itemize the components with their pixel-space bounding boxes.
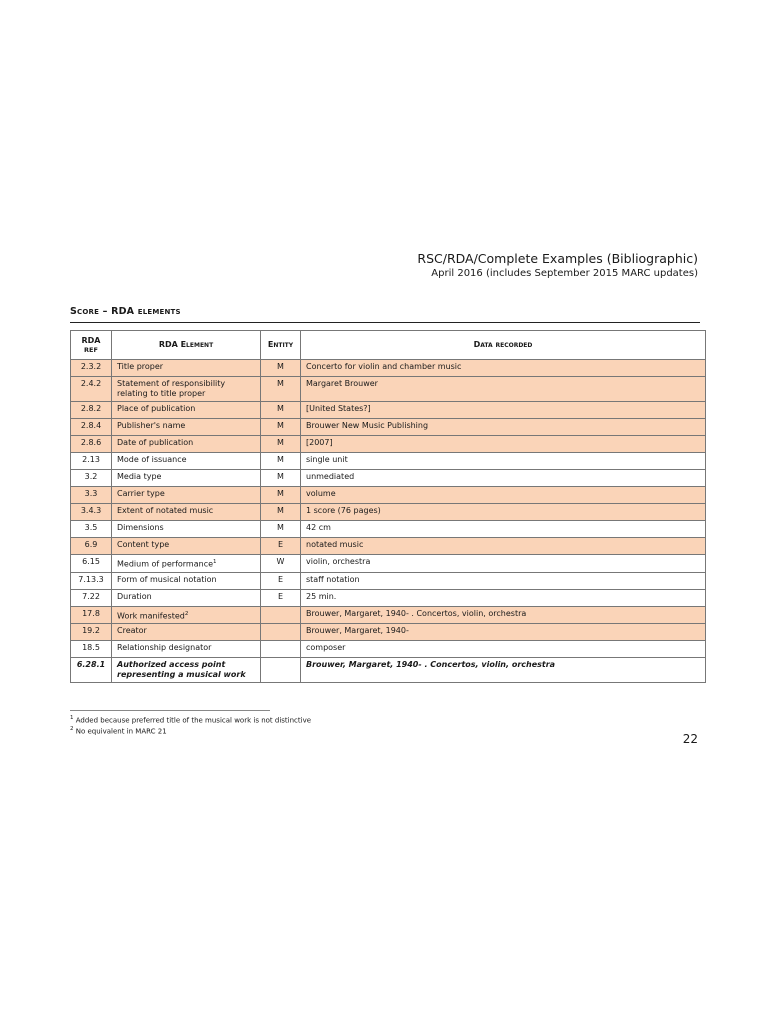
- cell-rda-ref-text: 2.3.2: [80, 362, 102, 371]
- cell-data-recorded: [301, 521, 706, 538]
- header-subtitle: April 2016 (includes September 2015 MARC updates): [431, 268, 698, 279]
- cell-entity: [261, 606, 301, 624]
- table-row: [71, 504, 706, 521]
- cell-rda-ref: [71, 453, 112, 470]
- cell-data-recorded: [301, 402, 706, 419]
- cell-rda-ref-text: 19.2: [82, 626, 100, 636]
- cell-rda-element: [112, 470, 261, 487]
- cell-data-recorded-text: Brouwer, Margaret, 1940-: [306, 626, 409, 636]
- cell-entity: [261, 572, 301, 589]
- table-row: [71, 470, 706, 487]
- cell-rda-ref: [71, 487, 112, 504]
- cell-rda-ref: [71, 402, 112, 419]
- cell-entity: [261, 504, 301, 521]
- header-rda-ref: [71, 331, 112, 360]
- header-entity: Entity: [261, 331, 301, 360]
- cell-data-recorded: [301, 453, 706, 470]
- cell-data-recorded: [301, 504, 706, 521]
- cell-rda-element: [112, 436, 261, 453]
- cell-rda-ref: [71, 555, 112, 573]
- cell-rda-ref: [71, 572, 112, 589]
- table-row: [71, 538, 706, 555]
- footnote-2-mark: 2: [70, 726, 74, 733]
- header-rda-element: RDA Element: [112, 331, 261, 360]
- header-data-recorded: Data recorded: [301, 331, 706, 360]
- cell-entity-text: M: [277, 379, 284, 388]
- cell-data-recorded: [301, 658, 706, 683]
- cell-rda-ref-text: 3.4.3: [80, 506, 102, 515]
- cell-data-recorded: [301, 538, 706, 555]
- footnote-1-mark: 1: [70, 715, 74, 721]
- cell-data-recorded-text: unmediated: [306, 472, 355, 481]
- cell-data-recorded-text: violin, orchestra: [306, 557, 371, 566]
- cell-entity: [261, 624, 301, 641]
- cell-rda-ref: [71, 641, 112, 658]
- cell-rda-element: [112, 487, 261, 504]
- cell-rda-element-text: Media type: [117, 472, 162, 481]
- cell-data-recorded-text: Concerto for violin and chamber music: [306, 362, 462, 371]
- footnote-2-text: No equivalent in MARC 21: [73, 727, 167, 736]
- cell-rda-ref-text: 6.28.1: [76, 660, 106, 670]
- cell-entity-text: M: [277, 421, 284, 430]
- cell-data-recorded: [301, 436, 706, 453]
- cell-data-recorded: [301, 572, 706, 589]
- cell-rda-element: [112, 419, 261, 436]
- cell-entity: [261, 487, 301, 504]
- cell-rda-ref: [71, 470, 112, 487]
- cell-data-recorded-text: [2007]: [306, 438, 333, 447]
- cell-entity-text: M: [277, 404, 284, 413]
- cell-data-recorded-text: [United States?]: [306, 404, 371, 413]
- cell-entity: [261, 641, 301, 658]
- cell-rda-ref-text: 2.8.4: [80, 421, 102, 430]
- cell-entity-text: M: [277, 489, 284, 498]
- footnote-2: [70, 725, 270, 736]
- footnote-1-text: Added because preferred title of the musical work is not distinctive: [73, 716, 312, 725]
- cell-entity: [261, 470, 301, 487]
- cell-entity-text: E: [277, 540, 284, 549]
- cell-entity-text: M: [277, 506, 284, 515]
- cell-data-recorded-text: Brouwer, Margaret, 1940- . Concertos, violin, orchestra: [306, 608, 527, 618]
- cell-data-recorded-text: 42 cm: [306, 523, 331, 532]
- table-header-row: [71, 331, 706, 360]
- cell-rda-element: [112, 641, 261, 658]
- cell-rda-element: [112, 504, 261, 521]
- cell-entity: [261, 377, 301, 402]
- cell-entity: [261, 453, 301, 470]
- document-header: [417, 251, 698, 280]
- rda-elements-table: [70, 330, 706, 683]
- table-row: [71, 360, 706, 377]
- cell-entity: [261, 402, 301, 419]
- table-row: [71, 487, 706, 504]
- cell-rda-element-text: Extent of notated music: [117, 506, 214, 515]
- cell-entity: [261, 538, 301, 555]
- cell-rda-ref-text: 3.5: [84, 523, 98, 532]
- cell-rda-element-text: Content type: [117, 540, 170, 549]
- cell-rda-element: [112, 555, 261, 573]
- table-row: [71, 658, 706, 683]
- cell-data-recorded: [301, 377, 706, 402]
- cell-rda-element-text: Duration: [117, 591, 152, 601]
- cell-rda-ref: [71, 377, 112, 402]
- footnote-marker: 1: [213, 559, 217, 565]
- cell-data-recorded: [301, 624, 706, 641]
- cell-rda-ref-text: 3.3: [84, 489, 98, 498]
- cell-rda-ref-text: 17.8: [82, 608, 100, 618]
- cell-rda-ref-text: 18.5: [82, 643, 100, 653]
- cell-entity-text: M: [277, 438, 284, 447]
- cell-entity-text: E: [277, 574, 284, 584]
- table-row: [71, 436, 706, 453]
- cell-rda-ref-text: 2.4.2: [80, 379, 102, 388]
- cell-rda-element: [112, 589, 261, 606]
- cell-rda-element-text: Relationship designator: [117, 643, 212, 653]
- cell-entity-text: E: [277, 591, 284, 601]
- table-row: [71, 589, 706, 606]
- cell-data-recorded: [301, 470, 706, 487]
- cell-rda-ref: [71, 436, 112, 453]
- cell-rda-element: [112, 402, 261, 419]
- cell-rda-element: [112, 521, 261, 538]
- cell-rda-element: [112, 377, 261, 402]
- cell-rda-element-text: Authorized access point representing a musical work: [117, 660, 246, 680]
- table-row: [71, 555, 706, 573]
- cell-entity-text: M: [277, 362, 284, 371]
- footnote-marker: 2: [184, 610, 189, 617]
- cell-entity-text: M: [277, 472, 284, 481]
- cell-data-recorded: [301, 555, 706, 573]
- header-title: RSC/RDA/Complete Examples (Bibliographic): [417, 251, 698, 266]
- cell-rda-element-text: Place of publication: [117, 404, 196, 413]
- cell-entity-text: W: [276, 557, 285, 566]
- table-row: [71, 606, 706, 624]
- cell-rda-ref: [71, 538, 112, 555]
- cell-rda-element: [112, 658, 261, 683]
- cell-rda-ref-text: 2.8.6: [80, 438, 102, 447]
- cell-rda-ref-text: 2.8.2: [80, 404, 102, 413]
- cell-data-recorded: [301, 419, 706, 436]
- cell-rda-ref-text: 6.9: [84, 540, 98, 549]
- cell-entity-text: M: [277, 523, 284, 532]
- cell-entity: [261, 360, 301, 377]
- cell-entity: [261, 589, 301, 606]
- cell-data-recorded-text: Margaret Brouwer: [306, 379, 378, 388]
- cell-rda-element-text: Creator: [117, 626, 147, 636]
- cell-rda-element: [112, 624, 261, 641]
- cell-rda-ref: [71, 658, 112, 683]
- cell-rda-element-text: Dimensions: [117, 523, 164, 532]
- cell-data-recorded: [301, 487, 706, 504]
- cell-data-recorded-text: single unit: [306, 455, 348, 464]
- cell-rda-ref: [71, 360, 112, 377]
- cell-rda-element-text: Title proper: [117, 362, 164, 371]
- cell-entity: [261, 436, 301, 453]
- cell-rda-element-text: Medium of performance: [117, 559, 214, 569]
- cell-data-recorded-text: staff notation: [306, 574, 360, 584]
- table-row: [71, 402, 706, 419]
- table-row: [71, 624, 706, 641]
- table-row: [71, 521, 706, 538]
- cell-rda-ref: [71, 504, 112, 521]
- cell-rda-element-text: Mode of issuance: [117, 455, 187, 464]
- table-row: [71, 453, 706, 470]
- cell-data-recorded: [301, 360, 706, 377]
- cell-data-recorded: [301, 589, 706, 606]
- cell-rda-ref-text: 2.13: [82, 455, 100, 464]
- cell-data-recorded-text: Brouwer, Margaret, 1940- . Concertos, violin, orchestra: [306, 660, 556, 670]
- table-row: [71, 641, 706, 658]
- cell-rda-element: [112, 606, 261, 624]
- cell-entity: [261, 658, 301, 683]
- cell-data-recorded-text: 25 min.: [306, 591, 337, 601]
- cell-rda-element-text: Publisher's name: [117, 421, 186, 430]
- cell-data-recorded: [301, 641, 706, 658]
- cell-rda-element: [112, 538, 261, 555]
- cell-rda-ref: [71, 624, 112, 641]
- cell-rda-element: [112, 360, 261, 377]
- cell-data-recorded-text: composer: [306, 643, 346, 653]
- cell-rda-element: [112, 453, 261, 470]
- cell-rda-ref-text: 7.13.3: [78, 574, 104, 584]
- cell-data-recorded-text: 1 score (76 pages): [306, 506, 381, 515]
- cell-rda-element-text: Carrier type: [117, 489, 165, 498]
- table-row: [71, 572, 706, 589]
- cell-data-recorded-text: volume: [306, 489, 336, 498]
- cell-rda-ref-text: 3.2: [84, 472, 98, 481]
- cell-rda-ref: [71, 419, 112, 436]
- cell-data-recorded: [301, 606, 706, 624]
- cell-rda-element-text: Date of publication: [117, 438, 194, 447]
- cell-rda-ref: [71, 521, 112, 538]
- table-row: [71, 419, 706, 436]
- header-rda-ref-sub: REF: [84, 346, 98, 354]
- table-row: [71, 377, 706, 402]
- cell-entity: [261, 419, 301, 436]
- cell-entity-text: M: [277, 455, 284, 464]
- cell-rda-element-text: Statement of responsibility relating to title proper: [117, 379, 226, 398]
- cell-entity: [261, 521, 301, 538]
- cell-rda-element-text: Work manifested: [117, 611, 185, 621]
- cell-entity: [261, 555, 301, 573]
- section-title: Score – RDA elements: [70, 306, 700, 323]
- cell-rda-element: [112, 572, 261, 589]
- cell-rda-ref: [71, 589, 112, 606]
- cell-data-recorded-text: Brouwer New Music Publishing: [306, 421, 429, 430]
- cell-rda-ref-text: 7.22: [82, 591, 100, 601]
- header-rda-ref-label: RDA: [81, 336, 101, 345]
- footnote-1: [70, 714, 312, 725]
- page-number: 22: [682, 732, 698, 746]
- cell-rda-ref-text: 6.15: [82, 557, 100, 566]
- cell-rda-ref: [71, 606, 112, 624]
- cell-data-recorded-text: notated music: [306, 540, 364, 549]
- cell-rda-element-text: Form of musical notation: [117, 574, 217, 584]
- footnotes: [70, 710, 312, 737]
